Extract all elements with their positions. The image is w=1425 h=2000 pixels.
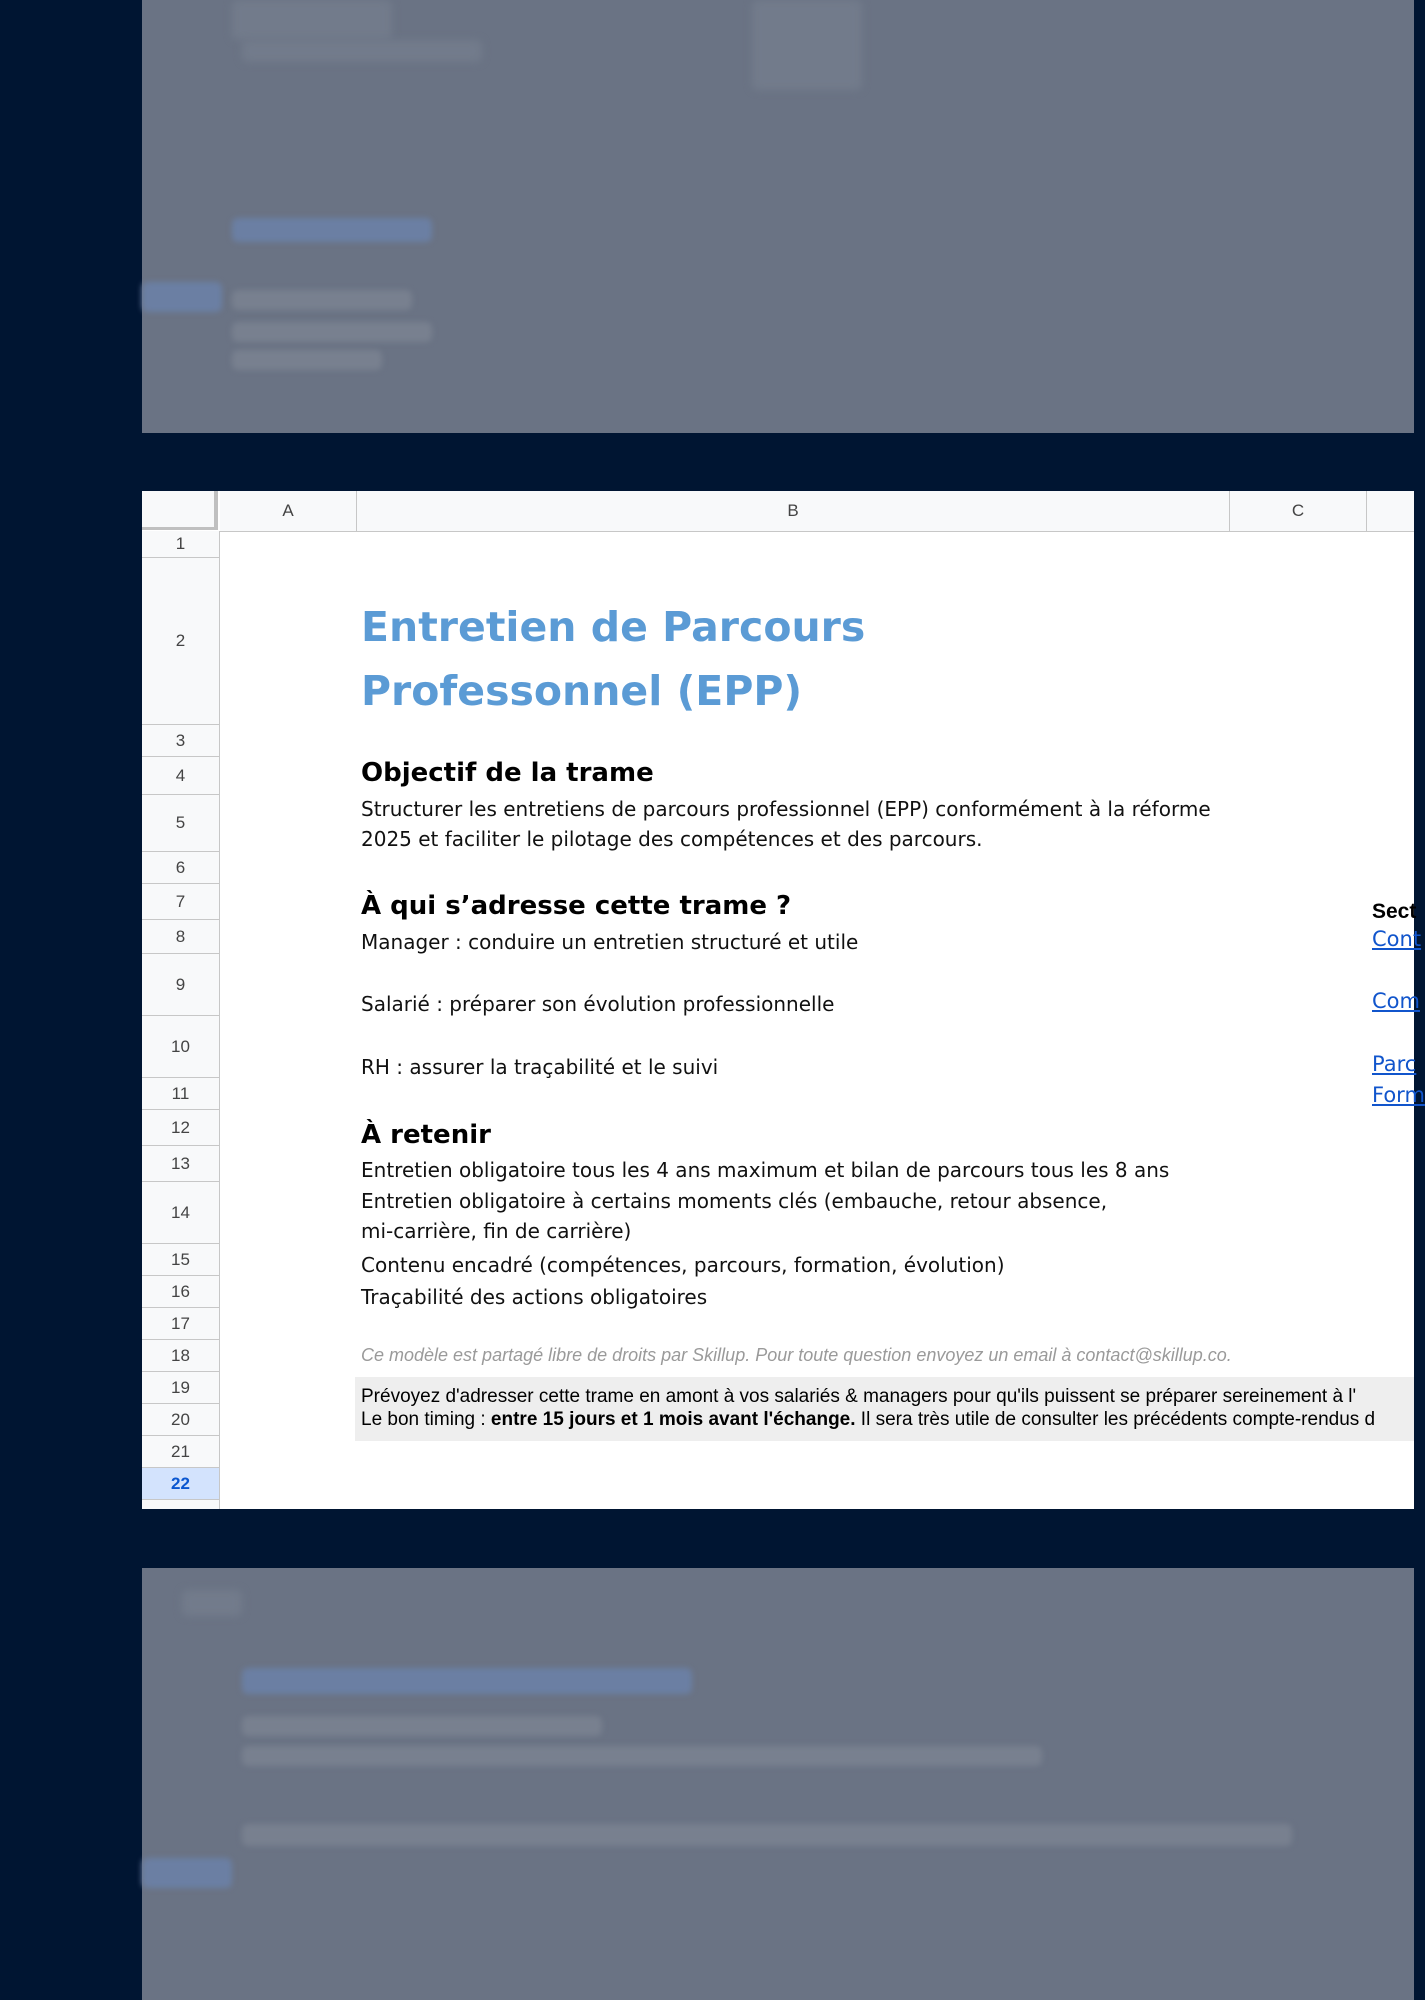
banner-line-1: Prévoyez d'adresser cette trame en amont à vos salariés & managers pour qu'ils puissent se préparer sereinement à l' (361, 1386, 1357, 1407)
row-header-10[interactable]: 10 (142, 1016, 219, 1078)
blurred-sheet-top (142, 0, 1414, 433)
section-link-parcours[interactable]: Parc (1372, 1052, 1417, 1076)
row-header-13[interactable]: 13 (142, 1146, 219, 1182)
row-header-bar (142, 531, 220, 1509)
section-link-competences[interactable]: Com (1372, 989, 1420, 1013)
row-header-19[interactable]: 19 (142, 1372, 219, 1404)
column-header-b[interactable]: B (357, 491, 1230, 531)
audience-heading: À qui s’adresse cette trame ? (361, 891, 792, 921)
column-header-bar (220, 491, 1414, 532)
row-header-17[interactable]: 17 (142, 1308, 219, 1340)
column-header-c[interactable]: C (1230, 491, 1367, 531)
banner-line-2 (361, 1408, 1414, 1431)
row-header-15[interactable]: 15 (142, 1244, 219, 1276)
remember-item: Entretien obligatoire à certains moments clés (embauche, retour absence, mi-carrière, fin de carrière) (361, 1189, 1108, 1243)
audience-item-rh: RH : assurer la traçabilité et le suivi (361, 1055, 719, 1079)
row-header-18[interactable]: 18 (142, 1340, 219, 1372)
row-header-3[interactable]: 3 (142, 725, 219, 757)
row-header-12[interactable]: 12 (142, 1110, 219, 1146)
page-title: Entretien de Parcours Professonnel (EPP) (361, 603, 866, 715)
timing-banner (355, 1377, 1414, 1441)
objective-heading: Objectif de la trame (361, 758, 654, 788)
banner-line-2-suffix: Il sera très utile de consulter les précédents compte-rendus d (855, 1409, 1376, 1430)
audience-item-manager: Manager : conduire un entretien structuré et utile (361, 930, 859, 954)
row-header-21[interactable]: 21 (142, 1436, 219, 1468)
footer-note: Ce modèle est partagé libre de droits par Skillup. Pour toute question envoyez un email à contact@skillup.co. (361, 1345, 1232, 1365)
row-header-16[interactable]: 16 (142, 1276, 219, 1308)
section-link-formation[interactable]: Form (1372, 1083, 1425, 1107)
spreadsheet (142, 491, 1425, 1509)
section-link-contexte[interactable]: Cont (1372, 927, 1422, 951)
row-header-7[interactable]: 7 (142, 884, 219, 920)
row-header-4[interactable]: 4 (142, 757, 219, 795)
row-header-1[interactable]: 1 (142, 531, 219, 558)
remember-item: Traçabilité des actions obligatoires (361, 1285, 708, 1309)
remember-item: Entretien obligatoire tous les 4 ans maximum et bilan de parcours tous les 8 ans (361, 1158, 1170, 1182)
row-header-9[interactable]: 9 (142, 954, 219, 1016)
select-all-corner[interactable] (142, 491, 218, 530)
row-header-6[interactable]: 6 (142, 852, 219, 884)
sections-heading: Sect (1372, 900, 1417, 923)
row-header-8[interactable]: 8 (142, 920, 219, 954)
row-header-2[interactable]: 2 (142, 558, 219, 725)
row-header-5[interactable]: 5 (142, 795, 219, 852)
row-header-11[interactable]: 11 (142, 1078, 219, 1110)
banner-line-2-prefix: Le bon timing : (361, 1409, 491, 1430)
blurred-sheet-bottom (142, 1568, 1414, 2000)
audience-item-salarie: Salarié : préparer son évolution professionnelle (361, 992, 835, 1016)
objective-text: Structurer les entretiens de parcours professionnel (EPP) conformément à la réforme 2025 et faciliter le pilotage des compétences et des parcours. (361, 797, 1211, 851)
row-header-14[interactable]: 14 (142, 1182, 219, 1244)
banner-line-2-bold: entre 15 jours et 1 mois avant l'échange. (490, 1409, 856, 1430)
remember-heading: À retenir (361, 1120, 491, 1150)
column-header-a[interactable]: A (220, 491, 357, 531)
remember-item: Contenu encadré (compétences, parcours, formation, évolution) (361, 1253, 1005, 1277)
row-header-20[interactable]: 20 (142, 1404, 219, 1436)
row-header-22[interactable]: 22 (142, 1468, 219, 1500)
